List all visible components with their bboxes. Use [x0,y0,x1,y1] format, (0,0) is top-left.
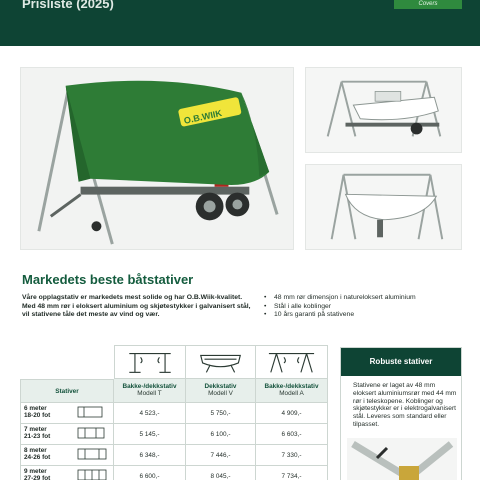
info-card [340,347,462,480]
stativer-header: Stativer [20,379,114,403]
stand-size-icon [76,426,108,440]
price-cell: 5 750,- [186,403,256,424]
price-cell: 8 045,- [186,466,256,480]
logo-text: Covers [418,1,438,7]
table-row-label: 7 meter 21-23 fot [20,424,114,445]
model-a-icon [256,345,328,379]
stand-size-icon [76,468,108,480]
price-cell: 4 523,- [114,403,186,424]
feature-list [262,294,472,320]
price-cell: 6 348,- [114,445,186,466]
photo-covered-boat [20,67,294,250]
table-row-label: 8 meter 24-26 fot [20,445,114,466]
stand-size-icon [76,405,108,419]
table-row-label: 6 meter 18-20 fot [20,403,114,424]
model-v-icon [186,345,256,379]
photo-stand-with-sailboat [305,164,462,250]
coupling-photo [347,438,457,480]
stand-size-icon [76,447,108,461]
page-title: Prisliste (2025) [22,0,114,11]
table-row-label: 9 meter 27-29 fot [20,466,114,480]
price-cell: 4 909,- [256,403,328,424]
price-cell: 6 100,- [186,424,256,445]
price-cell: 7 446,- [186,445,256,466]
cover-logo-text: O.B.WIIK [183,107,223,126]
feature-item: • 48 mm rør dimensjon i natureloksert aluminium [262,294,472,303]
price-cell: 7 330,- [256,445,328,466]
price-table [20,345,328,480]
header-band [0,0,480,46]
price-cell: 5 145,- [114,424,186,445]
column-header-model-v: Dekkstativ Modell V [186,379,256,403]
column-header-model-t: Bakke-/dekkstativ Modell T [114,379,186,403]
section-title: Markedets beste båtstativer [22,272,194,287]
card-title: Robuste stativer [341,348,461,376]
feature-item: • 10 års garanti på stativene [262,311,472,320]
feature-item: • Stål i alle koblinger [262,303,472,312]
intro-text: Våre opplagstativ er markedets mest solide og har O.B.Wiik-kvalitet. Med 48 mm rør i eloksert aluminium og skjøtestykker i galvanisert stål, vil stativene tåle det meste av vind og vær. [22,294,251,319]
column-header-model-a: Bakke-/dekkstativ Modell A [256,379,328,403]
price-cell: 7 734,- [256,466,328,480]
brand-logo [394,0,462,9]
photo-stand-with-boat [305,67,462,153]
card-body: Stativene er laget av 48 mm eloksert aluminiumsrør med 44 mm rør i teleskopene. Koblinger og skjøtestykker er i elektrogalvanisert stål. Leveres som standard eller tilpasset. [353,382,457,428]
price-cell: 6 603,- [256,424,328,445]
price-cell: 6 600,- [114,466,186,480]
model-t-icon [114,345,186,379]
